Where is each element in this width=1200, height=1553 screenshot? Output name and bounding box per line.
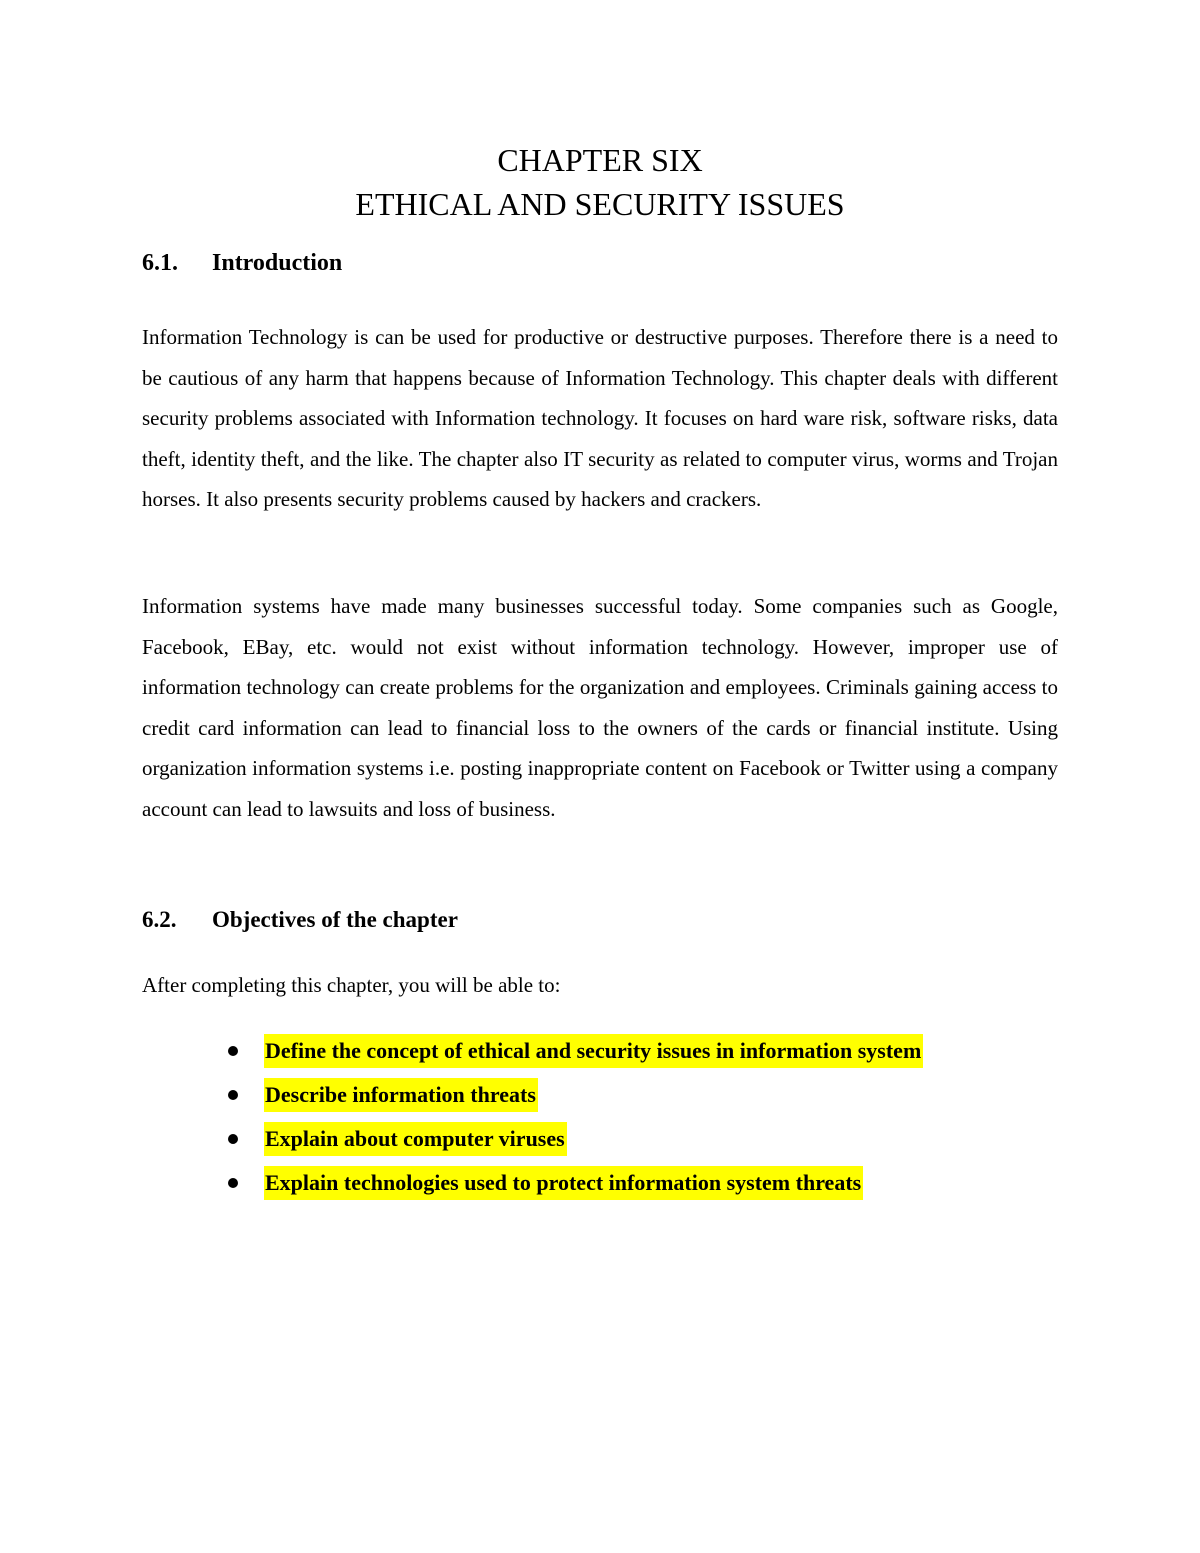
bullet-icon bbox=[228, 1134, 238, 1144]
list-item bbox=[228, 1117, 923, 1161]
objective-text: Describe information threats bbox=[264, 1078, 538, 1112]
list-item bbox=[228, 1029, 923, 1073]
objectives-lead-text: After completing this chapter, you will be able to: bbox=[142, 973, 561, 997]
objective-text: Explain technologies used to protect information system threats bbox=[264, 1166, 863, 1200]
intro-paragraph-1: Information Technology is can be used for productive or destructive purposes. Therefore there is a need to be cautious of any harm that happens because of Information Technology. This chapter deals with different security problems associated with Information technology. It focuses on hard ware risk, software risks, data theft, identity theft, and the like. The chapter also IT security as related to computer virus, worms and Trojan horses. It also presents security problems caused by hackers and crackers. bbox=[142, 325, 1058, 511]
chapter-subtitle: ETHICAL AND SECURITY ISSUES bbox=[355, 186, 845, 222]
objective-text: Explain about computer viruses bbox=[264, 1122, 567, 1156]
bullet-icon bbox=[228, 1046, 238, 1056]
section-heading-objectives bbox=[142, 905, 458, 935]
section-title: Objectives of the chapter bbox=[212, 907, 458, 932]
chapter-title: CHAPTER SIX bbox=[497, 142, 703, 178]
bullet-icon bbox=[228, 1090, 238, 1100]
section-number: 6.1. bbox=[142, 250, 178, 276]
list-item bbox=[228, 1161, 923, 1205]
section-title: Introduction bbox=[212, 250, 343, 276]
objective-text: Define the concept of ethical and security issues in information system bbox=[264, 1034, 923, 1068]
intro-paragraph-2: Information systems have made many businesses successful today. Some companies such as Google, Facebook, EBay, etc. would not exist without information technology. However, improper use of information technology can create problems for the organization and employees. Criminals gaining access to credit card information can lead to financial loss to the owners of the cards or financial institute. Using organization information systems i.e. posting inappropriate content on Facebook or Twitter using a company account can lead to lawsuits and loss of business. bbox=[142, 594, 1058, 821]
objectives-list bbox=[228, 1029, 923, 1205]
section-heading-introduction bbox=[142, 248, 342, 278]
bullet-icon bbox=[228, 1178, 238, 1188]
list-item bbox=[228, 1073, 923, 1117]
section-number: 6.2. bbox=[142, 907, 177, 932]
